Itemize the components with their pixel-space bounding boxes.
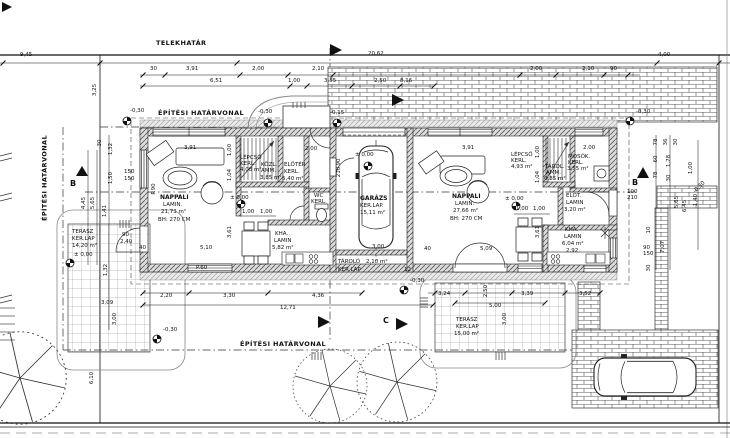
room-label: BH: 270 CM bbox=[450, 216, 483, 222]
dim-label: 30 bbox=[150, 66, 157, 72]
dim-label: 1,50 bbox=[108, 171, 115, 185]
dim-label: 3,30 bbox=[223, 293, 236, 299]
room-label: LÉPCSŐ bbox=[240, 155, 262, 161]
room-label: ELŐT. bbox=[566, 193, 582, 199]
room-label: LAMIN. bbox=[163, 202, 183, 208]
dim-label: 90 bbox=[122, 232, 129, 238]
dim-label: 2,00 bbox=[305, 146, 318, 152]
dim-label: 1,00 bbox=[260, 209, 273, 215]
dim-label: 3,91 bbox=[184, 145, 197, 151]
dim-label: 1,32 bbox=[103, 263, 110, 277]
dim-label: 3,61 bbox=[535, 225, 542, 239]
level-label: ± 0,00 bbox=[505, 196, 524, 202]
room-label: KERL. bbox=[311, 199, 327, 205]
room-label: KER.LAP. bbox=[360, 203, 384, 209]
dim-label: 3,00 bbox=[372, 244, 385, 250]
room-label: KHA. bbox=[565, 227, 579, 233]
dim-label: 1,40 bbox=[693, 193, 700, 207]
dim-label: 36 bbox=[663, 138, 670, 146]
dim-label: 210 bbox=[627, 195, 638, 201]
dim-label: 40 bbox=[139, 245, 146, 251]
level-label: ± 0,00 bbox=[74, 252, 93, 258]
level-label: -0,30 bbox=[258, 109, 273, 115]
dim-label: 3,25 bbox=[92, 83, 99, 97]
level-label: ± 0,00 bbox=[355, 152, 374, 158]
dim-label: 4,36 bbox=[312, 293, 325, 299]
room-label: 6,04 m² bbox=[562, 241, 584, 247]
dim-label: 150 bbox=[124, 176, 135, 182]
room-label: AMM. bbox=[546, 170, 562, 176]
dim-label: 5,09 bbox=[480, 246, 493, 252]
dim-label: 2,00 bbox=[252, 66, 265, 72]
dim-label: 5,65 bbox=[674, 195, 681, 209]
room-label: KER.LAP bbox=[338, 267, 361, 273]
dim-label: 20,62 bbox=[368, 51, 384, 57]
dim-label: 3,39 bbox=[521, 291, 534, 297]
dim-label: 1,32 bbox=[108, 142, 115, 156]
room-label: 3,20 m² bbox=[564, 207, 586, 213]
room-label: 2,10 m² bbox=[366, 259, 388, 265]
room-label: LAMIN bbox=[274, 238, 292, 244]
section-label: C bbox=[383, 316, 389, 325]
room-label: 15,00 m² bbox=[454, 331, 480, 337]
dim-label: 60 bbox=[653, 155, 660, 163]
dim-label: 8,16 bbox=[400, 78, 413, 84]
level-label: ± 0,00 bbox=[230, 195, 249, 201]
dim-label: 30 bbox=[673, 138, 680, 146]
dim-label: 1,00 bbox=[535, 145, 542, 159]
room-label: LAMIN bbox=[564, 234, 582, 240]
section-label: B bbox=[70, 179, 77, 188]
room-label: NAPPALI bbox=[160, 194, 189, 201]
tree-icon bbox=[0, 332, 66, 425]
dim-label: P.90 bbox=[151, 183, 158, 195]
room-label: NAPPALI bbox=[452, 193, 481, 200]
dim-label: 1,00 bbox=[242, 209, 255, 215]
dim-label: 4,45 bbox=[81, 196, 88, 210]
dim-label: 2,00 bbox=[530, 66, 543, 72]
dim-label: 1,04 bbox=[227, 168, 234, 182]
level-label: -0,30 bbox=[163, 327, 178, 333]
boundary-label: ÉPÍTÉSI HATÁRVONAL bbox=[240, 340, 327, 348]
dim-label: 9,45 bbox=[20, 52, 33, 58]
room-label: KHA. bbox=[275, 231, 289, 237]
room-label: 15,11 m² bbox=[360, 210, 386, 216]
dim-label: 90 bbox=[336, 158, 343, 166]
dim-label: 2,50 bbox=[483, 284, 490, 298]
room-label: KERL. bbox=[568, 160, 584, 166]
room-label: 4,93 m² bbox=[511, 164, 533, 170]
dim-label: 1,78 bbox=[666, 154, 673, 168]
dim-label: 3,55 bbox=[324, 78, 337, 84]
room-label: 27,66 m² bbox=[453, 208, 479, 214]
room-label: 21,73 m² bbox=[161, 209, 187, 215]
room-label: KÖZL. bbox=[261, 162, 278, 168]
boundary-label: ÉPÍTÉSI HATÁRVONAL bbox=[40, 134, 49, 222]
dim-label: 150 bbox=[643, 251, 654, 257]
dim-label: 30 bbox=[646, 264, 653, 272]
dim-label: 1,04 bbox=[535, 170, 542, 184]
dim-label: P.60 bbox=[196, 265, 208, 271]
dim-label: 4,00 bbox=[658, 52, 671, 58]
dim-label: 2,10 bbox=[312, 66, 325, 72]
dim-label: 1,00 bbox=[533, 206, 546, 212]
dim-label: 100 bbox=[627, 189, 638, 195]
room-label: ELŐTÉR bbox=[284, 162, 306, 168]
room-label: KERL. bbox=[284, 169, 300, 175]
room-label: AMM. bbox=[261, 168, 277, 174]
room-label: TÁROLÓ bbox=[338, 259, 361, 265]
dim-label: 3,24 bbox=[438, 291, 451, 297]
dim-label: 2,10 bbox=[582, 66, 595, 72]
room-label: 2,92 bbox=[566, 248, 579, 254]
dim-label: 7,07 bbox=[660, 240, 667, 254]
level-label: -0,30 bbox=[410, 278, 425, 284]
dim-label: 3,00 bbox=[112, 312, 119, 326]
room-label: 0,85 m² bbox=[544, 176, 566, 182]
room-label: 14,20 m² bbox=[72, 243, 98, 249]
dim-label: 12,71 bbox=[280, 305, 296, 311]
room-label: TERASZ bbox=[456, 317, 478, 323]
room-label: KER.LAP bbox=[72, 236, 95, 242]
level-label: -0,30 bbox=[636, 109, 651, 115]
dim-label: 150 bbox=[124, 169, 135, 175]
car-on-driveway-icon bbox=[594, 354, 696, 400]
room-label: 4,08 m² bbox=[240, 167, 262, 173]
level-label: -0,15 bbox=[330, 110, 345, 116]
dim-label: 3,52 bbox=[579, 291, 592, 297]
room-label: 5,82 m² bbox=[272, 245, 294, 251]
dim-label: 3,09 bbox=[101, 300, 114, 306]
dim-label: 30 bbox=[666, 174, 673, 182]
room-label: KERL. bbox=[240, 161, 256, 167]
tree-icon bbox=[293, 349, 367, 423]
room-label: TERASZ bbox=[72, 229, 94, 235]
dim-label: 2,50 bbox=[374, 78, 387, 84]
dim-label: 90 bbox=[610, 66, 617, 72]
dim-label: 1,00 bbox=[288, 78, 301, 84]
dim-label: 3,91 bbox=[186, 66, 199, 72]
room-label: MOSÓK. bbox=[568, 154, 591, 160]
dim-label: 5,00 bbox=[489, 303, 502, 309]
room-label: LAMIN. bbox=[455, 201, 475, 207]
tree-icon bbox=[357, 342, 437, 422]
dim-label: 5,10 bbox=[200, 245, 213, 251]
room-label: TÁROL. bbox=[545, 164, 565, 170]
room-label: GARÁZS bbox=[360, 195, 388, 202]
dim-label: 40 bbox=[424, 246, 431, 252]
dim-label: 78 bbox=[653, 171, 660, 179]
boundary-label: TELEKHATÁR bbox=[156, 39, 207, 47]
dim-label: 2,00 bbox=[583, 145, 596, 151]
dim-label: 6,51 bbox=[210, 78, 223, 84]
dim-label: 2,20 bbox=[160, 293, 173, 299]
dim-label: 1,00 bbox=[688, 161, 695, 175]
room-label: KER.LAP bbox=[456, 324, 479, 330]
dim-label: 3,61 bbox=[227, 225, 234, 239]
room-label: 3,55 m² bbox=[567, 166, 589, 172]
section-label: B bbox=[632, 178, 639, 187]
dim-label: 1,00 bbox=[516, 206, 529, 212]
room-label: LÉPCSŐ bbox=[511, 152, 533, 158]
dim-label: 6,45 bbox=[682, 199, 689, 213]
room-label: 5,40 m² bbox=[282, 176, 304, 182]
dim-label: 12 bbox=[404, 267, 411, 273]
dim-label: 210 bbox=[336, 166, 343, 178]
dim-label: 5,65 bbox=[90, 196, 97, 210]
dim-label: 6,10 bbox=[89, 371, 96, 385]
dim-label: 3,91 bbox=[462, 145, 475, 151]
dim-label: 90 bbox=[643, 245, 650, 251]
level-label: -0,30 bbox=[692, 180, 707, 195]
dim-label: 1,41 bbox=[102, 204, 109, 218]
room-label: WC bbox=[314, 193, 324, 199]
room-label: LAMIN bbox=[566, 200, 584, 206]
dim-label: 1,00 bbox=[227, 143, 234, 157]
room-label: KERL. bbox=[511, 158, 527, 164]
room-label: 3,85 m² bbox=[260, 175, 282, 181]
dim-label: 2,40 bbox=[120, 239, 133, 245]
room-label: BH: 270 CM bbox=[158, 217, 191, 223]
dim-label: 3,00 bbox=[502, 312, 509, 326]
boundary-label: ÉPÍTÉSI HATÁRVONAL bbox=[158, 109, 245, 117]
level-label: -0,30 bbox=[130, 108, 145, 114]
dim-label: 10 bbox=[646, 226, 653, 234]
dim-label: 78 bbox=[653, 138, 660, 146]
dim-label: 30 bbox=[97, 139, 104, 147]
